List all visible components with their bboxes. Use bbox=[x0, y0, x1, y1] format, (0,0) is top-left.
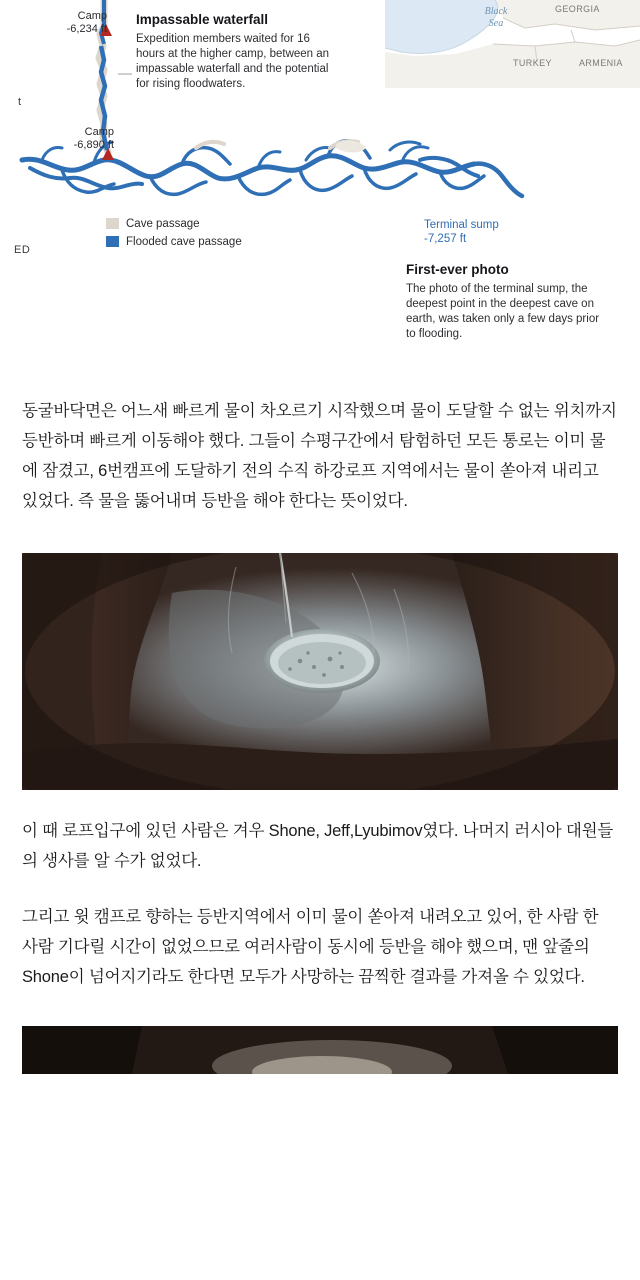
waterfall-callout-body: Expedition members waited for 16 hours at the higher camp, between an impassable waterfall and the potential for rising floodwaters. bbox=[136, 33, 330, 90]
camp-label-1 bbox=[57, 10, 107, 36]
terminal-sump-label bbox=[424, 218, 499, 246]
paragraph-3: 그리고 윗 캠프로 향하는 등반지역에서 이미 물이 쏟아져 내려오고 있어, 한 사람 한 사람 기다릴 시간이 없었으므로 여러사람이 동시에 등반을 해야 했으며, 맨 앞줄의 Shone이 넘어지기라도 한다면 모두가 사망하는 끔찍한 결과를 가져올 수 있었다. bbox=[22, 908, 599, 986]
edge-label-left-top: t bbox=[18, 96, 22, 108]
cave-photo-1-graphic bbox=[22, 553, 618, 790]
paragraph-1: 동굴바닥면은 어느새 빠르게 물이 차오르기 시작했으며 물이 도달할 수 없는 위치까지 등반하며 빠르게 이동해야 했다. 그들이 수평구간에서 탐험하던 모든 통로는 이미 물에 잠겼고, 6번캠프에 도달하기 전의 수직 하강로프 지역에서는 물이 쏟아져 내리고 있었다. 즉 물을 뚫어내며 등반을 해야 한다는 뜻이었다. bbox=[22, 402, 617, 510]
terminal-sump-name: Terminal sump bbox=[424, 219, 499, 231]
camp-label-1-depth: -6,234 ft bbox=[66, 23, 107, 35]
waterfall-callout-title: Impassable waterfall bbox=[136, 12, 269, 27]
waterfall-callout bbox=[136, 12, 341, 92]
cave-photo-2 bbox=[22, 1026, 618, 1074]
legend-label-flooded-passage: Flooded cave passage bbox=[126, 235, 242, 248]
page-bottom-spacer bbox=[0, 1074, 640, 1076]
article-body bbox=[0, 396, 640, 516]
camp-label-2-depth: -6,890 ft bbox=[73, 139, 114, 151]
first-photo-callout-body: The photo of the terminal sump, the deepest point in the deepest cave on earth, was taken only a few days prior to flooding. bbox=[406, 283, 600, 340]
camp-label-1-name: Camp bbox=[77, 10, 107, 22]
country-label-turkey: TURKEY bbox=[513, 58, 552, 68]
legend-swatch-flooded-passage bbox=[106, 236, 119, 247]
camp-label-2-name: Camp bbox=[84, 126, 114, 138]
camp-label-2 bbox=[62, 126, 114, 152]
country-label-georgia: GEORGIA bbox=[555, 4, 600, 14]
first-photo-callout bbox=[406, 262, 602, 342]
legend-label-cave-passage: Cave passage bbox=[126, 217, 200, 230]
first-photo-callout-title: First-ever photo bbox=[406, 262, 509, 277]
cave-photo-2-graphic bbox=[22, 1026, 618, 1074]
country-label-armenia: ARMENIA bbox=[579, 58, 623, 68]
map-legend bbox=[106, 216, 242, 252]
edge-label-left-bottom: ED bbox=[14, 244, 31, 256]
paragraph-2: 이 때 로프입구에 있던 사람은 겨우 Shone, Jeff,Lyubimov였다. 나머지 러시아 대원들의 생사를 알 수가 없었다. bbox=[22, 822, 614, 870]
legend-item-flooded-passage bbox=[106, 234, 242, 249]
legend-item-cave-passage bbox=[106, 216, 242, 231]
terminal-sump-depth: -7,257 ft bbox=[424, 233, 467, 245]
cave-photo-1 bbox=[22, 553, 618, 790]
legend-swatch-cave-passage bbox=[106, 218, 119, 229]
black-sea-label: Black Sea bbox=[484, 6, 508, 29]
cave-map-infographic bbox=[0, 0, 640, 368]
